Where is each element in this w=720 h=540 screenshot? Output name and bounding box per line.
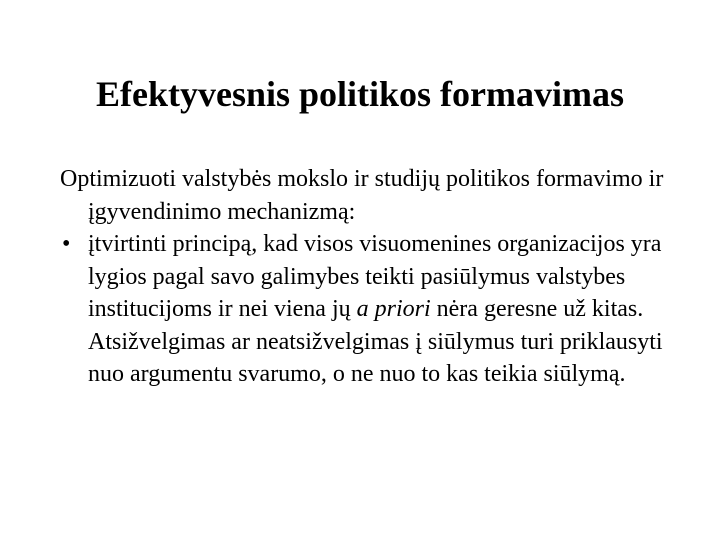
bullet-marker: • bbox=[62, 231, 71, 257]
intro-paragraph: Optimizuoti valstybės mokslo ir studijų politikos formavimo ir įgyvendinimo mechanizmą: bbox=[60, 166, 664, 225]
bullet-italic-text: a priori bbox=[356, 296, 431, 322]
bullet-text-start: įtvirtinti principą, kad visos visuomenines organizacijos yra lygios pagal savo galimybes teikti pasiūlymus valstybes institucijoms ir nei viena jų bbox=[88, 231, 662, 322]
slide-body bbox=[60, 163, 700, 391]
bullet-text-end: nėra geresne už kitas. Atsižvelgimas ar neatsižvelgimas į siūlymus turi priklausyti nuo argumentu svarumo, o ne nuo to kas teikia siūlymą. bbox=[88, 296, 663, 387]
bullet-item bbox=[60, 228, 700, 391]
slide-title: Efektyvesnis politikos formavimas bbox=[95, 74, 624, 114]
